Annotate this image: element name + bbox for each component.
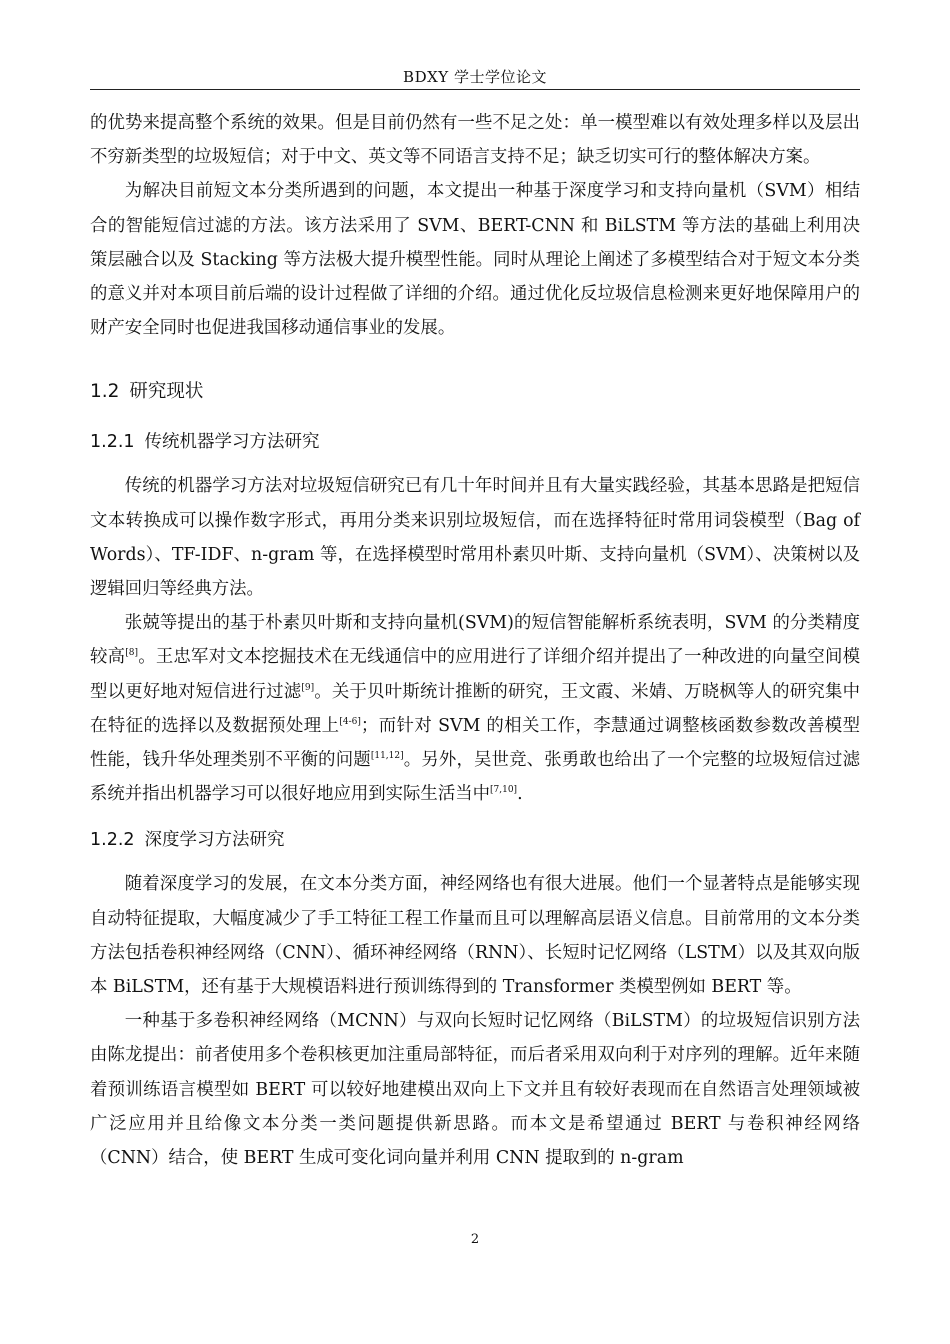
subsection-number: 1.2.1 [90,432,135,453]
traditional-ml-paragraph-2 [90,606,860,811]
intro-paragraph-1: 的优势来提高整个系统的效果。但是目前仍然有一些不足之处：单一模型难以有效处理多样以及层出不穷新类型的垃圾短信；对于中文、英文等不同语言支持不足；缺乏切实可行的整体解决方案。 [90,113,860,168]
paragraph-text: . [517,784,523,805]
deep-learning-paragraph-1: 随着深度学习的发展，在文本分类方面，神经网络也有很大进展。他们一个显著特点是能够实现自动特征提取，大幅度减少了手工特征工程工作量而且可以理解高层语义信息。目前常用的文本分类方法包括卷积神经网络（CNN）、循环神经网络（RNN）、长短时记忆网络（LSTM）以及其双向版本 BiLSTM，还有基于大规模语料进行预训练得到的 Transformer 类模型例如 BERT 等。 [90,874,860,998]
paragraph-text: ；而针对 SVM 的相关工作，李慧通过调整核函数参数改善模型性能，钱升华处理类别不平衡的问题 [90,715,860,771]
paragraph-text: 。另外，吴世竞、张勇敢也给出了一个完整的垃圾短信过滤系统并指出机器学习可以很好地应用到实际生活当中 [90,750,860,805]
page-number: 2 [470,1232,480,1247]
paragraph-text: 张兢等提出的基于朴素贝叶斯和支持向量机(SVM)的短信智能解析系统表明，SVM 的分类精度较高 [90,613,860,668]
subsection-title: 传统机器学习方法研究 [144,432,320,453]
citation: [7,10] [490,785,518,796]
citation: [4-6] [339,716,361,727]
subsection-heading-1-2-2 [90,823,860,857]
traditional-ml-paragraph-1: 传统的机器学习方法对垃圾短信研究已有几十年时间并且有大量实践经验，其基本思路是把短信文本转换成可以操作数字形式，再用分类来识别垃圾短信，而在选择特征时常用词袋模型（Bag of Words）、TF-IDF、n-gram 等，在选择模型时常用朴素贝叶斯、支持向量机（SVM）、决策树以及逻辑回归等经典方法。 [90,476,860,600]
header-divider [90,89,860,90]
subsection-heading-1-2-1 [90,425,860,459]
section-heading-1-2 [90,375,860,409]
main-content [90,106,860,1175]
citation: [9] [301,682,315,693]
citation: [8] [125,648,138,659]
intro-paragraph-2: 为解决目前短文本分类所遇到的问题，本文提出一种基于深度学习和支持向量机（SVM）相结合的智能短信过滤的方法。该方法采用了 SVM、BERT-CNN 和 BiLSTM 等方法的基础上利用决策层融合以及 Stacking 等方法极大提升模型性能。同时从理论上阐述了多模型结合对于短文本分类的意义并对本项目前后端的设计过程做了详细的介绍。通过优化反垃圾信息检测来更好地保障用户的财产安全同时也促进我国移动通信事业的发展。 [90,181,860,339]
paragraph-text: 。关于贝叶斯统计推断的研究，王文霞、米婧、万晓枫等人的研究集中在特征的选择以及数据预处理上 [90,681,860,736]
subsection-number: 1.2.2 [90,830,135,851]
section-title: 研究现状 [129,381,204,403]
citation: [11,12] [370,751,404,762]
section-number: 1.2 [90,381,120,403]
paragraph-text: 。王忠军对文本挖掘技术在无线通信中的应用进行了详细介绍并提出了一种改进的向量空间模型以更好地对短信进行过滤 [90,647,860,702]
deep-learning-paragraph-2: 一种基于多卷积神经网络（MCNN）与双向长短时记忆网络（BiLSTM）的垃圾短信识别方法由陈龙提出：前者使用多个卷积核更加注重局部特征，而后者采用双向利于对序列的理解。近年来随着预训练语言模型如 BERT 可以较好地建模出双向上下文并且有较好表现而在自然语言处理领域被广泛应用并且给像文本分类一类问题提供新思路。而本文是希望通过 BERT 与卷积神经网络（CNN）结合，使 BERT 生成可变化词向量并利用 CNN 提取到的 n-gram [90,1011,861,1169]
page-header-title: BDXY 学士学位论文 [403,68,547,86]
subsection-title: 深度学习方法研究 [144,830,285,851]
